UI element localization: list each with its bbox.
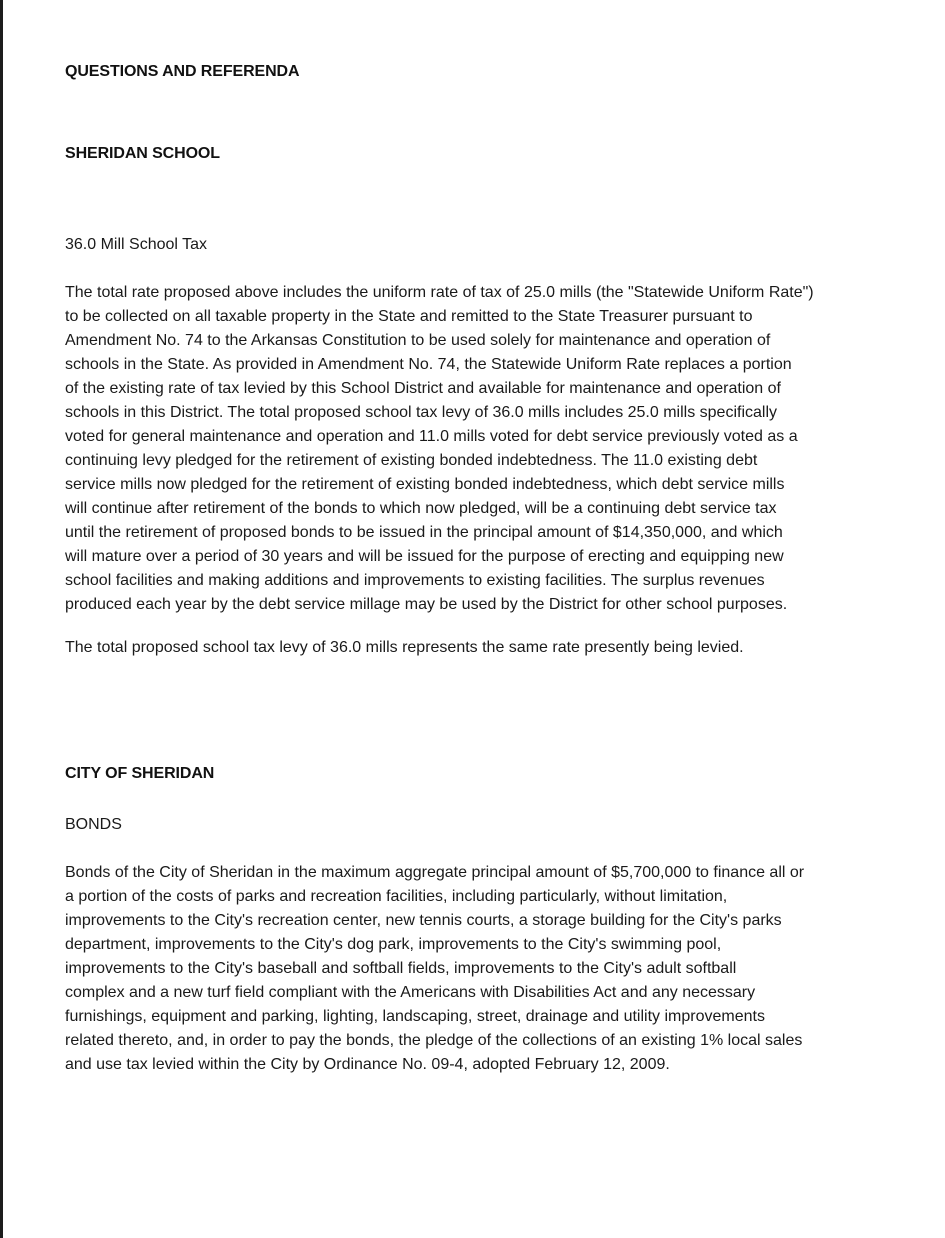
text-line: service mills now pledged for the retirement of existing bonded indebtedness, which debt service mills xyxy=(65,476,785,493)
school-heading: SHERIDAN SCHOOL xyxy=(65,145,220,162)
text-line: a portion of the costs of parks and recreation facilities, including particularly, without limitation, xyxy=(65,888,728,905)
city-paragraph xyxy=(65,861,945,1077)
text-line: and use tax levied within the City by Ordinance No. 09-4, adopted February 12, 2009. xyxy=(65,1056,670,1073)
text-line: Bonds of the City of Sheridan in the maximum aggregate principal amount of $5,700,000 to finance all or xyxy=(65,864,805,881)
text-line: The total proposed school tax levy of 36.0 mills represents the same rate presently being levied. xyxy=(65,639,744,656)
school-measure-title: 36.0 Mill School Tax xyxy=(65,236,207,253)
text-line: until the retirement of proposed bonds to be issued in the principal amount of $14,350,000, and which xyxy=(65,524,783,541)
city-heading: CITY OF SHERIDAN xyxy=(65,765,215,782)
school-paragraph-1 xyxy=(65,281,945,617)
text-line: will continue after retirement of the bonds to which now pledged, will be a continuing debt service tax xyxy=(65,500,777,517)
text-line: continuing levy pledged for the retirement of existing bonded indebtedness. The 11.0 existing debt xyxy=(65,452,758,469)
text-line: schools in this District. The total proposed school tax levy of 36.0 mills includes 25.0 mills specifically xyxy=(65,404,778,421)
text-line: related thereto, and, in order to pay the bonds, the pledge of the collections of an existing 1% local sales xyxy=(65,1032,803,1049)
text-line: improvements to the City's recreation center, new tennis courts, a storage building for the City's parks xyxy=(65,912,782,929)
text-line: complex and a new turf field compliant with the Americans with Disabilities Act and any necessary xyxy=(65,984,756,1001)
text-line: will mature over a period of 30 years and will be issued for the purpose of erecting and equipping new xyxy=(65,548,784,565)
school-paragraph-2 xyxy=(65,636,945,660)
text-line: department, improvements to the City's dog park, improvements to the City's swimming pool, xyxy=(65,936,722,953)
text-line: produced each year by the debt service millage may be used by the District for other school purposes. xyxy=(65,596,788,613)
text-line: furnishings, equipment and parking, lighting, landscaping, street, drainage and utility improvements xyxy=(65,1008,765,1025)
text-line: schools in the State. As provided in Amendment No. 74, the Statewide Uniform Rate replaces a portion xyxy=(65,356,792,373)
text-line: voted for general maintenance and operation and 11.0 mills voted for debt service previously voted as a xyxy=(65,428,798,445)
text-line: of the existing rate of tax levied by this School District and available for maintenance and operation of xyxy=(65,380,781,397)
city-measure-title: BONDS xyxy=(65,816,122,833)
text-line: to be collected on all taxable property in the State and remitted to the State Treasurer pursuant to xyxy=(65,308,753,325)
text-line: school facilities and making additions and improvements to existing facilities. The surplus revenues xyxy=(65,572,765,589)
section-title: QUESTIONS AND REFERENDA xyxy=(65,63,300,80)
text-line: improvements to the City's baseball and softball fields, improvements to the City's adult softball xyxy=(65,960,737,977)
text-line: The total rate proposed above includes the uniform rate of tax of 25.0 mills (the "Statewide Uniform Rate") xyxy=(65,284,814,301)
text-line: Amendment No. 74 to the Arkansas Constitution to be used solely for maintenance and operation of xyxy=(65,332,771,349)
